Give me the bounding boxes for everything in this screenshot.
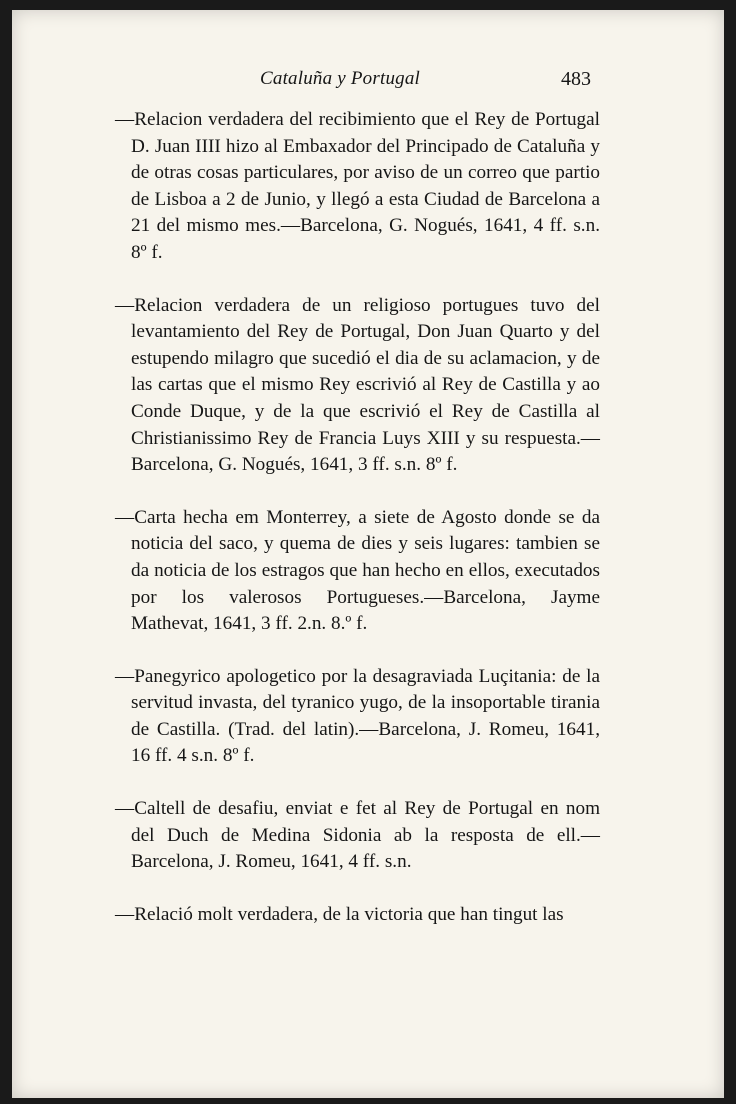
bibliography-entry: —Carta hecha em Monterrey, a siete de Agosto donde se da noticia del saco, y quema de dies y seis lugares: tambien se da noticia de los estragos que han hecho en ellos, executados por los valerosos Portugueses.—Barcelona, Jayme Mathevat, 1641, 3 ff. 2.n. 8.º f. <box>115 506 600 635</box>
page-number: 483 <box>561 68 591 90</box>
bibliography-entries <box>115 107 600 928</box>
running-head <box>12 68 724 98</box>
bibliography-entry: —Caltell de desafiu, enviat e fet al Rey de Portugal en nom del Duch de Medina Sidonia ab la resposta de ell.—Barcelona, J. Romeu, 1641, 4 ff. s.n. <box>115 798 600 873</box>
book-page <box>12 10 724 1098</box>
bibliography-entry: —Relacion verdadera del recibimiento que el Rey de Portugal D. Juan IIII hizo al Embaxador del Principado de Cataluña y de otras cosas particulares, por aviso de un correo que partio de Lisboa a 2 de Junio, y llegó a esta Ciudad de Barcelona a 21 del mismo mes.—Barcelona, G. Nogués, 1641, 4 ff. s.n. 8º f. <box>115 109 600 263</box>
bibliography-entry: —Relacion verdadera de un religioso portugues tuvo del levantamiento del Rey de Portugal, Don Juan Quarto y del estupendo milagro que sucedió el dia de su aclamacion, y de las cartas que el mismo Rey escrivió al Rey de Castilla y ao Conde Duque, y de la que escrivió el Rey de Castilla al Christianissimo Rey de Francia Luys XIII y su respuesta.—Barcelona, G. Nogués, 1641, 3 ff. s.n. 8º f. <box>115 294 600 476</box>
bibliography-entry: —Relació molt verdadera, de la victoria que han tingut las <box>115 903 564 925</box>
bibliography-entry: —Panegyrico apologetico por la desagraviada Luçitania: de la servitud invasta, del tyranico yugo, de la insoportable tirania de Castilla. (Trad. del latin).—Barcelona, J. Romeu, 1641, 16 ff. 4 s.n. 8º f. <box>115 665 600 767</box>
running-title: Cataluña y Portugal <box>260 68 421 89</box>
